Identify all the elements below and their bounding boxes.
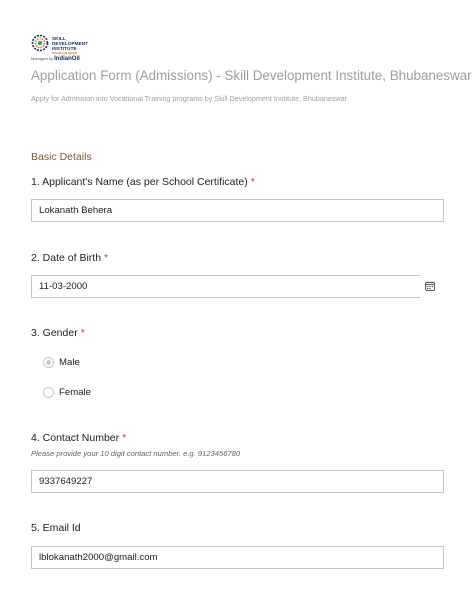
logo-name: SKILL DEVELOPMENT INSTITUTE BHUBANESWAR <box>52 36 89 55</box>
radio-label-female: Female <box>59 386 91 398</box>
question-name-label: 1. Applicant's Name (as per School Certificate) * <box>31 176 255 188</box>
dob-input[interactable]: 11-03-2000 <box>31 275 420 298</box>
required-marker: * <box>250 176 255 188</box>
radio-label-male: Male <box>59 356 80 368</box>
contact-input[interactable]: 9337649227 <box>31 470 444 493</box>
form-title: Application Form (Admissions) - Skill Development Institute, Bhubaneswar <box>31 68 472 83</box>
question-dob-label: 2. Date of Birth * <box>31 252 109 264</box>
radio-button-male[interactable] <box>43 357 54 368</box>
name-input[interactable]: Lokanath Behera <box>31 199 444 222</box>
sdi-emblem-icon <box>31 34 49 52</box>
required-marker: * <box>80 327 85 339</box>
question-gender-label: 3. Gender * <box>31 327 85 339</box>
required-marker: * <box>104 252 109 264</box>
required-marker: * <box>122 432 127 444</box>
contact-hint: Please provide your 10 digit contact number. e.g. 9123456780 <box>31 449 241 458</box>
gender-option-female[interactable] <box>43 386 91 398</box>
logo-managed-by: Managed by IndianOil <box>31 56 80 62</box>
radio-button-female[interactable] <box>43 387 54 398</box>
institute-logo <box>31 34 91 62</box>
question-contact-label: 4. Contact Number * <box>31 432 127 444</box>
question-email-label: 5. Email Id <box>31 522 81 534</box>
section-title: Basic Details <box>31 151 92 163</box>
form-description: Apply for Admission into Vocational Training programs by Skill Development Institute, Bhubaneswar <box>31 94 348 103</box>
email-input[interactable]: lblokanath2000@gmail.com <box>31 546 444 569</box>
gender-option-male[interactable] <box>43 356 80 368</box>
calendar-icon[interactable] <box>425 281 435 291</box>
